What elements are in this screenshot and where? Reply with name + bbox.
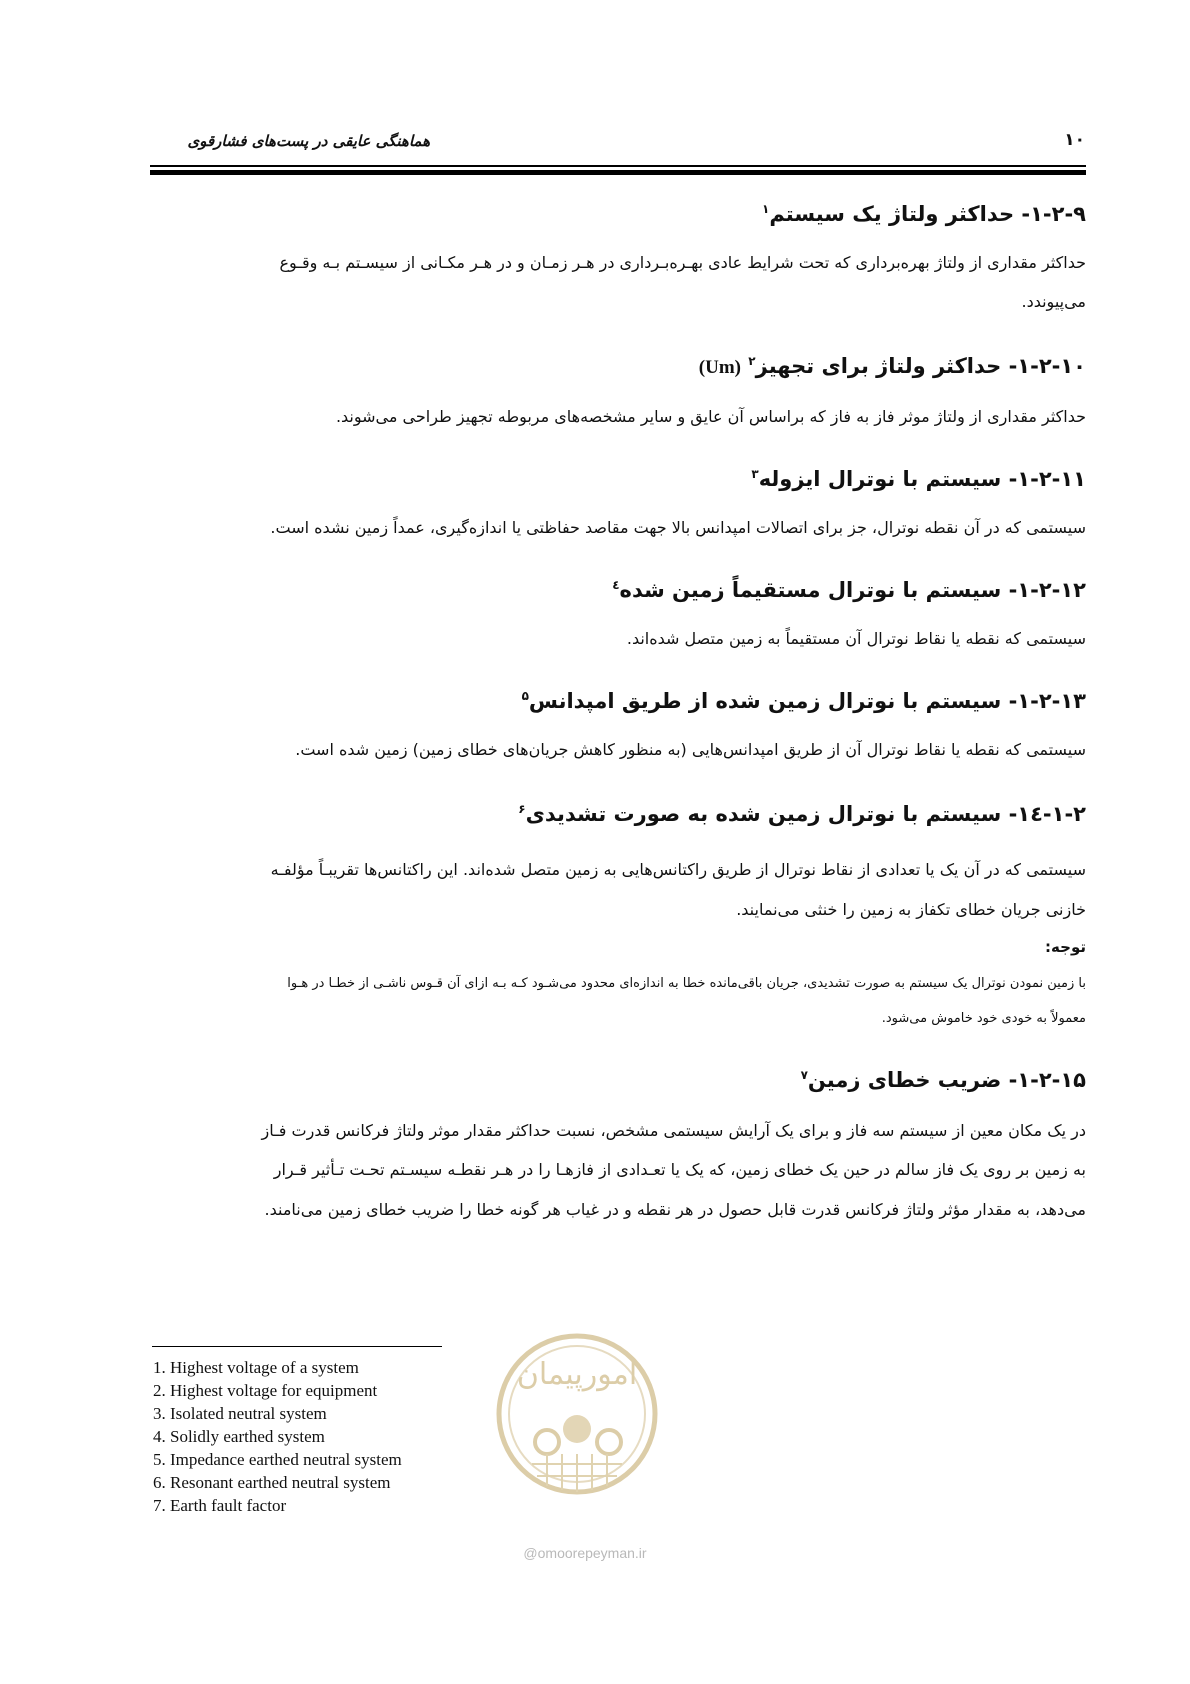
footnote-1: 1. Highest voltage of a system	[153, 1358, 359, 1377]
footnote-ref: ۱	[762, 202, 770, 216]
footnote-ref: ۶	[518, 802, 526, 816]
footnote-5: 5. Impedance earthed neutral system	[153, 1450, 402, 1469]
footnote-2: 2. Highest voltage for equipment	[153, 1381, 378, 1400]
footnote-list	[153, 1356, 493, 1517]
footnote-6: 6. Resonant earthed neutral system	[153, 1473, 391, 1492]
note-text-line-1: با زمین نمودن نوترال یک سیستم به صورت تشدیدی، جریان باقی‌مانده خطا به اندازه‌ای محدود می‌شـود کـه بـه ازای آن قـوس ناشـی از خطـا در هـوا	[287, 976, 1086, 991]
section-heading-1-2-12: ۱-۲-۱۲- سیستم با نوترال مستقیماً زمین شده$^٤$	[612, 578, 1086, 602]
section-text-1-2-15-line-3: می‌دهد، به مقدار مؤثر ولتاژ فرکانس قدرت قابل حصول در هر نقطه و در غیاب هر گونه خطا را ضریب خطای زمین می‌نامند.	[264, 1200, 1086, 1219]
section-heading-1-2-9: ۱-۲-۹- حداکثر ولتاژ یک سیستم$^۱$	[762, 202, 1086, 226]
footnote-separator	[152, 1346, 442, 1347]
section-text-1-2-10: حداکثر مقداری از ولتاژ موثر فاز به فاز که براساس آن عایق و سایر مشخصه‌های مربوطه تجهیز طراحی می‌شوند.	[335, 407, 1086, 426]
section-heading-1-2-10: ۱-۲-۱۰- حداکثر ولتاژ برای تجهیز$^۲$ (Um)	[698, 354, 1086, 378]
section-text-1-2-12: سیستمی که نقطه یا نقاط نوترال آن مستقیماً به زمین متصل شده‌اند.	[626, 629, 1086, 648]
note-text-line-2: معمولاً به خودی خود خاموش می‌شود.	[881, 1011, 1086, 1026]
footnote-ref: ۷	[800, 1068, 808, 1082]
section-heading-1-2-15: ۱-۲-۱۵- ضریب خطای زمین$^۷$	[800, 1068, 1086, 1092]
um-symbol: (Um)	[698, 357, 741, 378]
section-text-1-2-9-line-1: حداکثر مقداری از ولتاژ بهره‌برداری که تحت شرایط عادی بهـره‌بـرداری در هـر زمـان و در هـر مکـانی از سیسـتم بـه وقـوع	[279, 253, 1086, 272]
section-text-1-2-14-line-2: خازنی جریان خطای تکفاز به زمین را خنثی می‌نمایند.	[736, 900, 1086, 919]
header-rule-thin	[150, 165, 1086, 167]
footnote-3: 3. Isolated neutral system	[153, 1404, 327, 1423]
section-heading-1-2-13: ۱-۲-۱۳- سیستم با نوترال زمین شده از طریق امپدانس$^۵$	[521, 689, 1086, 713]
watermark-logo	[492, 1324, 662, 1524]
footnote-7: 7. Earth fault factor	[153, 1496, 287, 1515]
page-number: ۱۰	[1064, 130, 1085, 150]
watermark-logo-text: امورپیمان	[516, 1357, 638, 1392]
note-title: توجه:	[1045, 938, 1086, 956]
section-text-1-2-9-line-2: می‌پیوندد.	[1021, 292, 1086, 311]
running-header-title: هماهنگی عایقی در پست‌های فشارقوی	[187, 132, 430, 150]
footnote-ref: ٤	[612, 578, 620, 592]
header-rule-thick	[150, 170, 1086, 175]
footnote-ref: ۵	[521, 689, 529, 703]
section-text-1-2-11: سیستمی که در آن نقطه نوترال، جز برای اتصالات امپدانس بالا جهت مقاصد حفاظتی یا اندازه‌گیری، عمداً زمین نشده است.	[270, 518, 1086, 537]
section-heading-1-2-14: ۱-۲-١٤- سیستم با نوترال زمین شده به صورت تشدیدی$^۶$	[518, 802, 1086, 826]
watermark-site-text: @omoorepeyman.ir	[523, 1545, 647, 1561]
footnote-ref: ۲	[748, 354, 756, 368]
footnote-ref: ۳	[751, 467, 759, 481]
section-text-1-2-14-line-1: سیستمی که در آن یک یا تعدادی از نقاط نوترال از طریق راکتانس‌هایی به زمین متصل شده‌اند. این راکتانس‌ها تقریبـاً مؤلفـه	[270, 860, 1086, 879]
section-text-1-2-15-line-1: در یک مکان معین از سیستم سه فاز و برای یک آرایش سیستمی مشخص، نسبت حداکثر مقدار موثر ولتاژ فرکانس قدرت فـاز	[261, 1121, 1086, 1140]
section-text-1-2-13: سیستمی که نقطه یا نقاط نوترال آن از طریق امپدانس‌هایی (به منظور کاهش جریان‌های خطای زمین) زمین شده است.	[295, 740, 1086, 759]
section-heading-1-2-11: ۱-۲-۱۱- سیستم با نوترال ایزوله$^۳$	[751, 467, 1086, 491]
section-text-1-2-15-line-2: به زمین بر روی یک فاز سالم در حین یک خطای زمین، که یک یا تعـدادی از فازهـا را در هـر نقطـه سیسـتم تحـت تـأثیر قـرار	[273, 1160, 1086, 1179]
footnote-4: 4. Solidly earthed system	[153, 1427, 325, 1446]
